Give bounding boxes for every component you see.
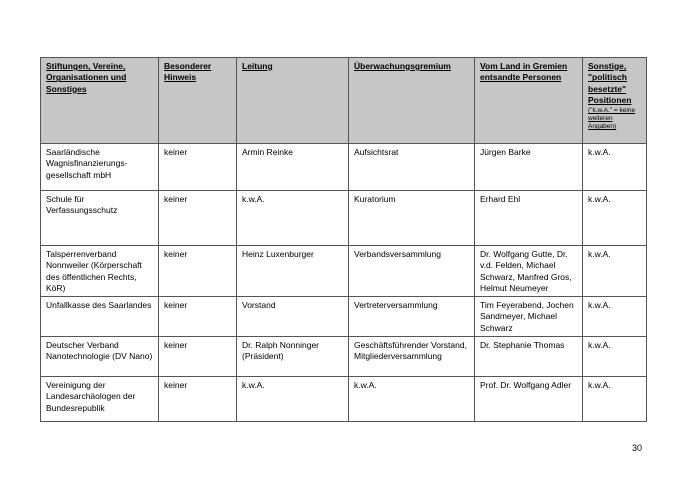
table-cell: Talsperrenverband Nonnweiler (Körperschaft des öffentlichen Rechts, KöR) [41,246,159,297]
header-leitung: Leitung [237,58,349,144]
table-cell: k.w.A. [237,191,349,246]
header-sonstige-label: Sonstige, "politisch besetzte" Positionen [588,61,632,105]
table-cell: Erhard Ehl [475,191,583,246]
table-cell: Dr. Wolfgang Gutte, Dr. v.d. Felden, Michael Schwarz, Manfred Gros, Helmut Neumeyer [475,246,583,297]
table-cell: Tim Feyerabend, Jochen Sandmeyer, Michael Schwarz [475,297,583,337]
header-organisation: Stiftungen, Vereine, Organisationen und Sonstiges [41,58,159,144]
table-cell: Jürgen Barke [475,144,583,191]
table-row [41,337,647,377]
table-row [41,377,647,422]
table-cell: keiner [159,377,237,422]
table-cell: k.w.A. [583,191,647,246]
table-cell: k.w.A. [583,377,647,422]
table-cell: Heinz Luxenburger [237,246,349,297]
table-cell: keiner [159,337,237,377]
table-cell: k.w.A. [583,337,647,377]
table-cell: keiner [159,144,237,191]
table-cell: Dr. Stephanie Thomas [475,337,583,377]
table-cell: keiner [159,246,237,297]
table-cell: k.w.A. [349,377,475,422]
table-row [41,191,647,246]
table-cell: keiner [159,297,237,337]
table-cell: Vereinigung der Landesarchäologen der Bundesrepublik [41,377,159,422]
header-sonstige [583,58,647,144]
table-cell: Unfallkasse des Saarlandes [41,297,159,337]
table-cell: Deutscher Verband Nanotechnologie (DV Nano) [41,337,159,377]
table-cell: k.w.A. [583,297,647,337]
table-header-row [41,58,647,144]
table-row [41,144,647,191]
table-row [41,297,647,337]
table-cell: Prof. Dr. Wolfgang Adler [475,377,583,422]
table-row [41,246,647,297]
page-number: 30 [632,443,643,453]
table-cell: Aufsichtsrat [349,144,475,191]
table-cell: Verbandsversammlung [349,246,475,297]
table-cell: Geschäftsführender Vorstand, Mitgliederversammlung [349,337,475,377]
header-gremium: Überwachungsgremium [349,58,475,144]
table-cell: Vorstand [237,297,349,337]
table-cell: Dr. Ralph Nonninger (Präsident) [237,337,349,377]
table-cell: Saarländische Wagnisfinanzierungs-gesellschaft mbH [41,144,159,191]
table-cell: Schule für Verfassungsschutz [41,191,159,246]
political-positions-table [40,57,647,422]
table-cell: k.w.A. [237,377,349,422]
table-cell: Kuratorium [349,191,475,246]
table-cell: keiner [159,191,237,246]
table-cell: Vertreterversammlung [349,297,475,337]
header-hinweis: Besonderer Hinweis [159,58,237,144]
table-cell: k.w.A. [583,246,647,297]
table-cell: k.w.A. [583,144,647,191]
header-entsandte: Vom Land in Gremien entsandte Personen [475,58,583,144]
header-note: ("k.w.A." = keine weiteren Angaben) [588,107,636,131]
table-cell: Armin Reinke [237,144,349,191]
